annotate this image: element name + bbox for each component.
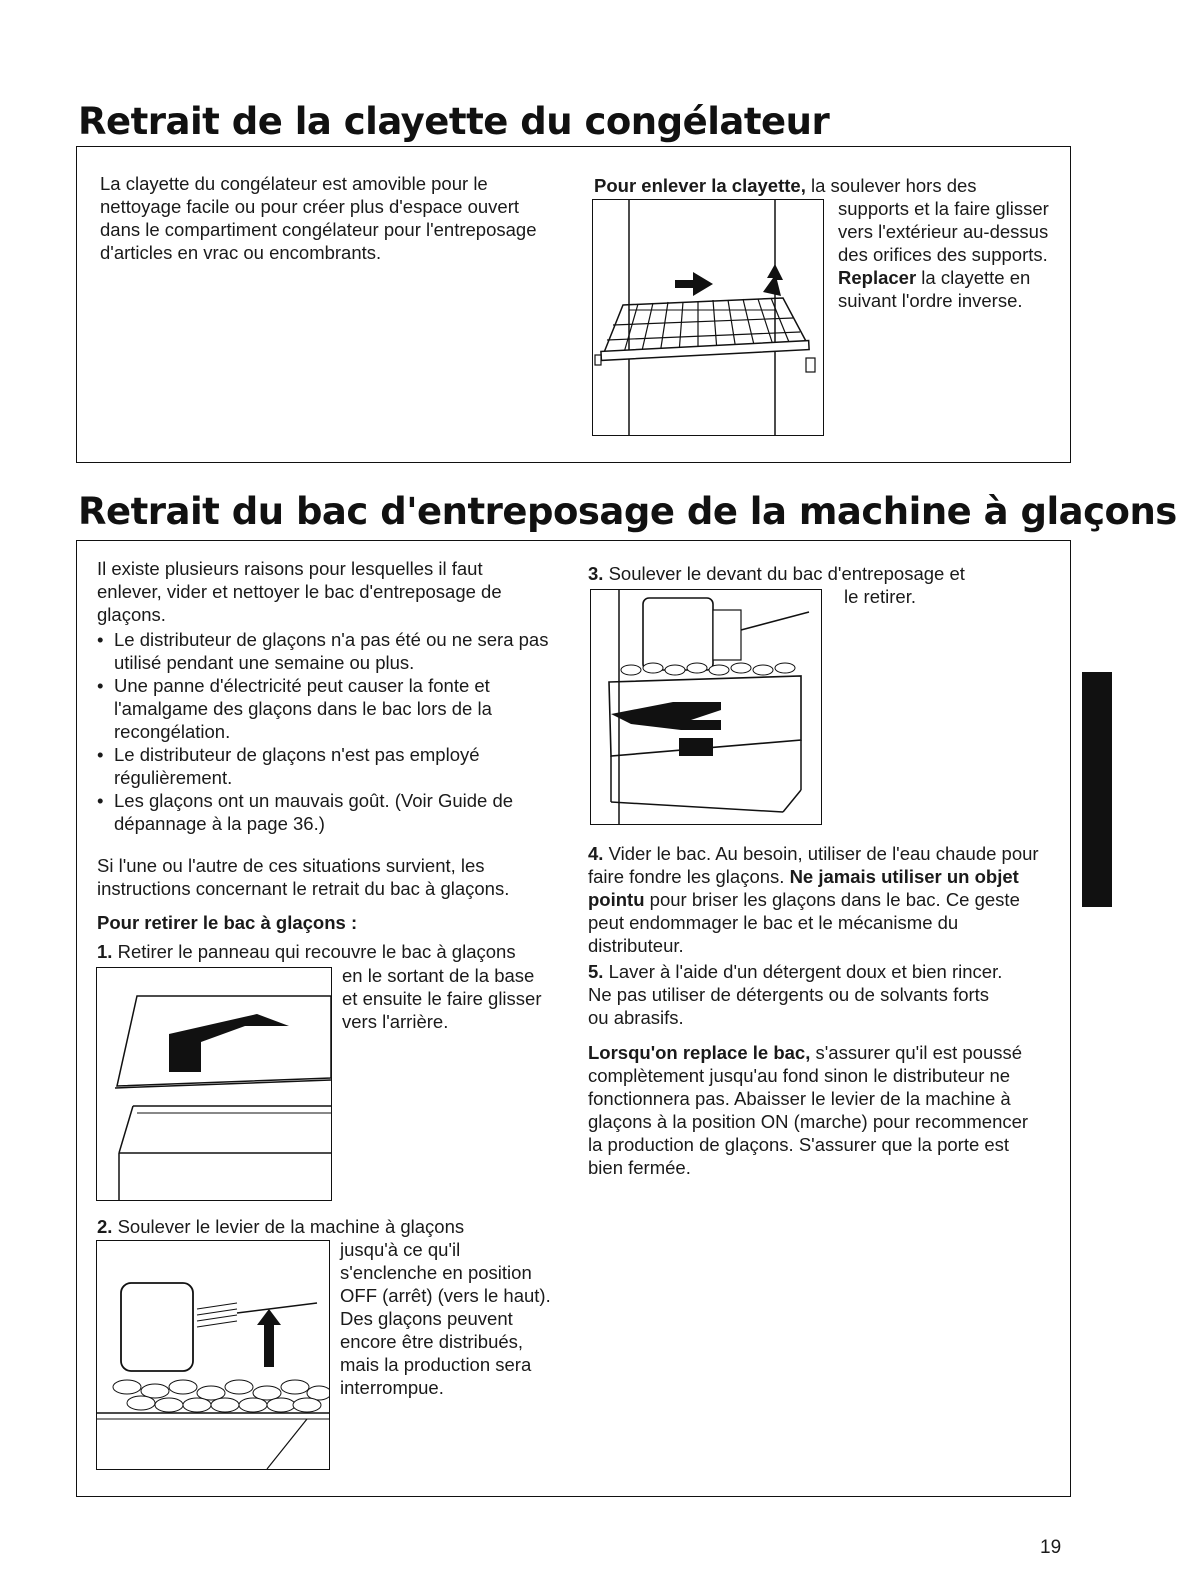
situation-text: Si l'une ou l'autre de ces situations survient, les instructions concernant le retrait du bac à glaçons. [97, 855, 510, 899]
reason-item: • Une panne d'électricité peut causer la fonte et l'amalgame des glaçons dans le bac lors de la recongélation. [97, 674, 552, 743]
step1-text-a: Retirer le panneau qui recouvre le bac à glaçons [117, 941, 516, 962]
step5-paragraph [588, 960, 1008, 1029]
lever-raise-illustration [96, 1240, 330, 1470]
reasons-list [97, 628, 552, 835]
step4-text-b: pour briser les glaçons dans le bac. Ce geste peut endommager le bac et le mécanisme du distributeur. [588, 889, 1020, 956]
step3-text-b: le retirer. [844, 586, 916, 607]
reason-item: • Le distributeur de glaçons n'a pas été ou ne sera pas utilisé pendant une semaine ou plus. [97, 628, 552, 674]
step4-paragraph [588, 842, 1043, 957]
section1-intro: La clayette du congélateur est amovible pour le nettoyage facile ou pour créer plus d'espace ouvert dans le compartiment congélateur pour l'entreposage d'articles en vrac ou encombrants. [100, 173, 537, 263]
remove-shelf-text-1: la soulever hors des [810, 175, 977, 196]
step3-number: 3. [588, 563, 604, 584]
step4-text-a: Vider le bac. Au besoin, utiliser de l'eau chaude pour faire fondre les glaçons. [588, 843, 1039, 887]
step2-number: 2. [97, 1216, 113, 1237]
freezer-shelf-illustration [592, 199, 824, 436]
step3-text-a: Soulever le devant du bac d'entreposage et [608, 563, 965, 584]
step2-text-a: Soulever le levier de la machine à glaçons [117, 1216, 465, 1237]
step4-warning: Ne jamais utiliser un objet pointu [588, 866, 1019, 910]
step1-line [97, 940, 557, 963]
bin-removal-illustration [590, 589, 822, 825]
panel-removal-illustration [96, 967, 332, 1201]
replace-bin-paragraph [588, 1041, 1043, 1179]
section1-title: Retrait de la clayette du congélateur [78, 100, 830, 143]
steps-heading: Pour retirer le bac à glaçons : [97, 912, 358, 933]
step4-number: 4. [588, 843, 604, 864]
step2-line [97, 1215, 557, 1238]
remove-shelf-text-2: supports et la faire glisser vers l'extérieur au-dessus des orifices des supports. [838, 198, 1049, 265]
section-tab-marker [1082, 672, 1112, 907]
page-number: 19 [1040, 1537, 1062, 1558]
section2-title: Retrait du bac d'entreposage de la machine à glaçons [78, 490, 1177, 533]
reason-item: • Les glaçons ont un mauvais goût. (Voir Guide de dépannage à la page 36.) [97, 789, 552, 835]
section2-intro: Il existe plusieurs raisons pour lesquelles il faut enlever, vider et nettoyer le bac d'entreposage de glaçons. [97, 558, 502, 625]
replace-shelf-lead: Replacer [838, 267, 917, 288]
step3-line [588, 562, 1048, 585]
step1-number: 1. [97, 941, 113, 962]
reason-item: • Le distributeur de glaçons n'est pas employé régulièrement. [97, 743, 552, 789]
section1-remove-cont [838, 197, 1053, 312]
step2-text-b: jusqu'à ce qu'il s'enclenche en position OFF (arrêt) (vers le haut). Des glaçons peuvent encore être distribués, mais la production sera interrompue. [340, 1239, 551, 1398]
replace-shelf-text: la clayette en suivant l'ordre inverse. [838, 267, 1031, 311]
section1-remove-line [594, 174, 1054, 197]
step1-text-b: en le sortant de la base et ensuite le faire glisser vers l'arrière. [342, 965, 542, 1032]
step5-number: 5. [588, 961, 604, 982]
replace-bin-lead: Lorsqu'on replace le bac, [588, 1042, 811, 1063]
replace-bin-text: s'assurer qu'il est poussé complètement jusqu'au fond sinon le distributeur ne fonctionnera pas. Abaisser le levier de la machine à glaçons à la position ON (marche) pour recommencer la production de glaçons. S'assurer que la porte est bien fermée. [588, 1042, 1029, 1178]
remove-shelf-lead: Pour enlever la clayette, [594, 175, 806, 196]
step5-text: Laver à l'aide d'un détergent doux et bien rincer. Ne pas utiliser de détergents ou de solvants forts ou abrasifs. [588, 961, 1003, 1028]
